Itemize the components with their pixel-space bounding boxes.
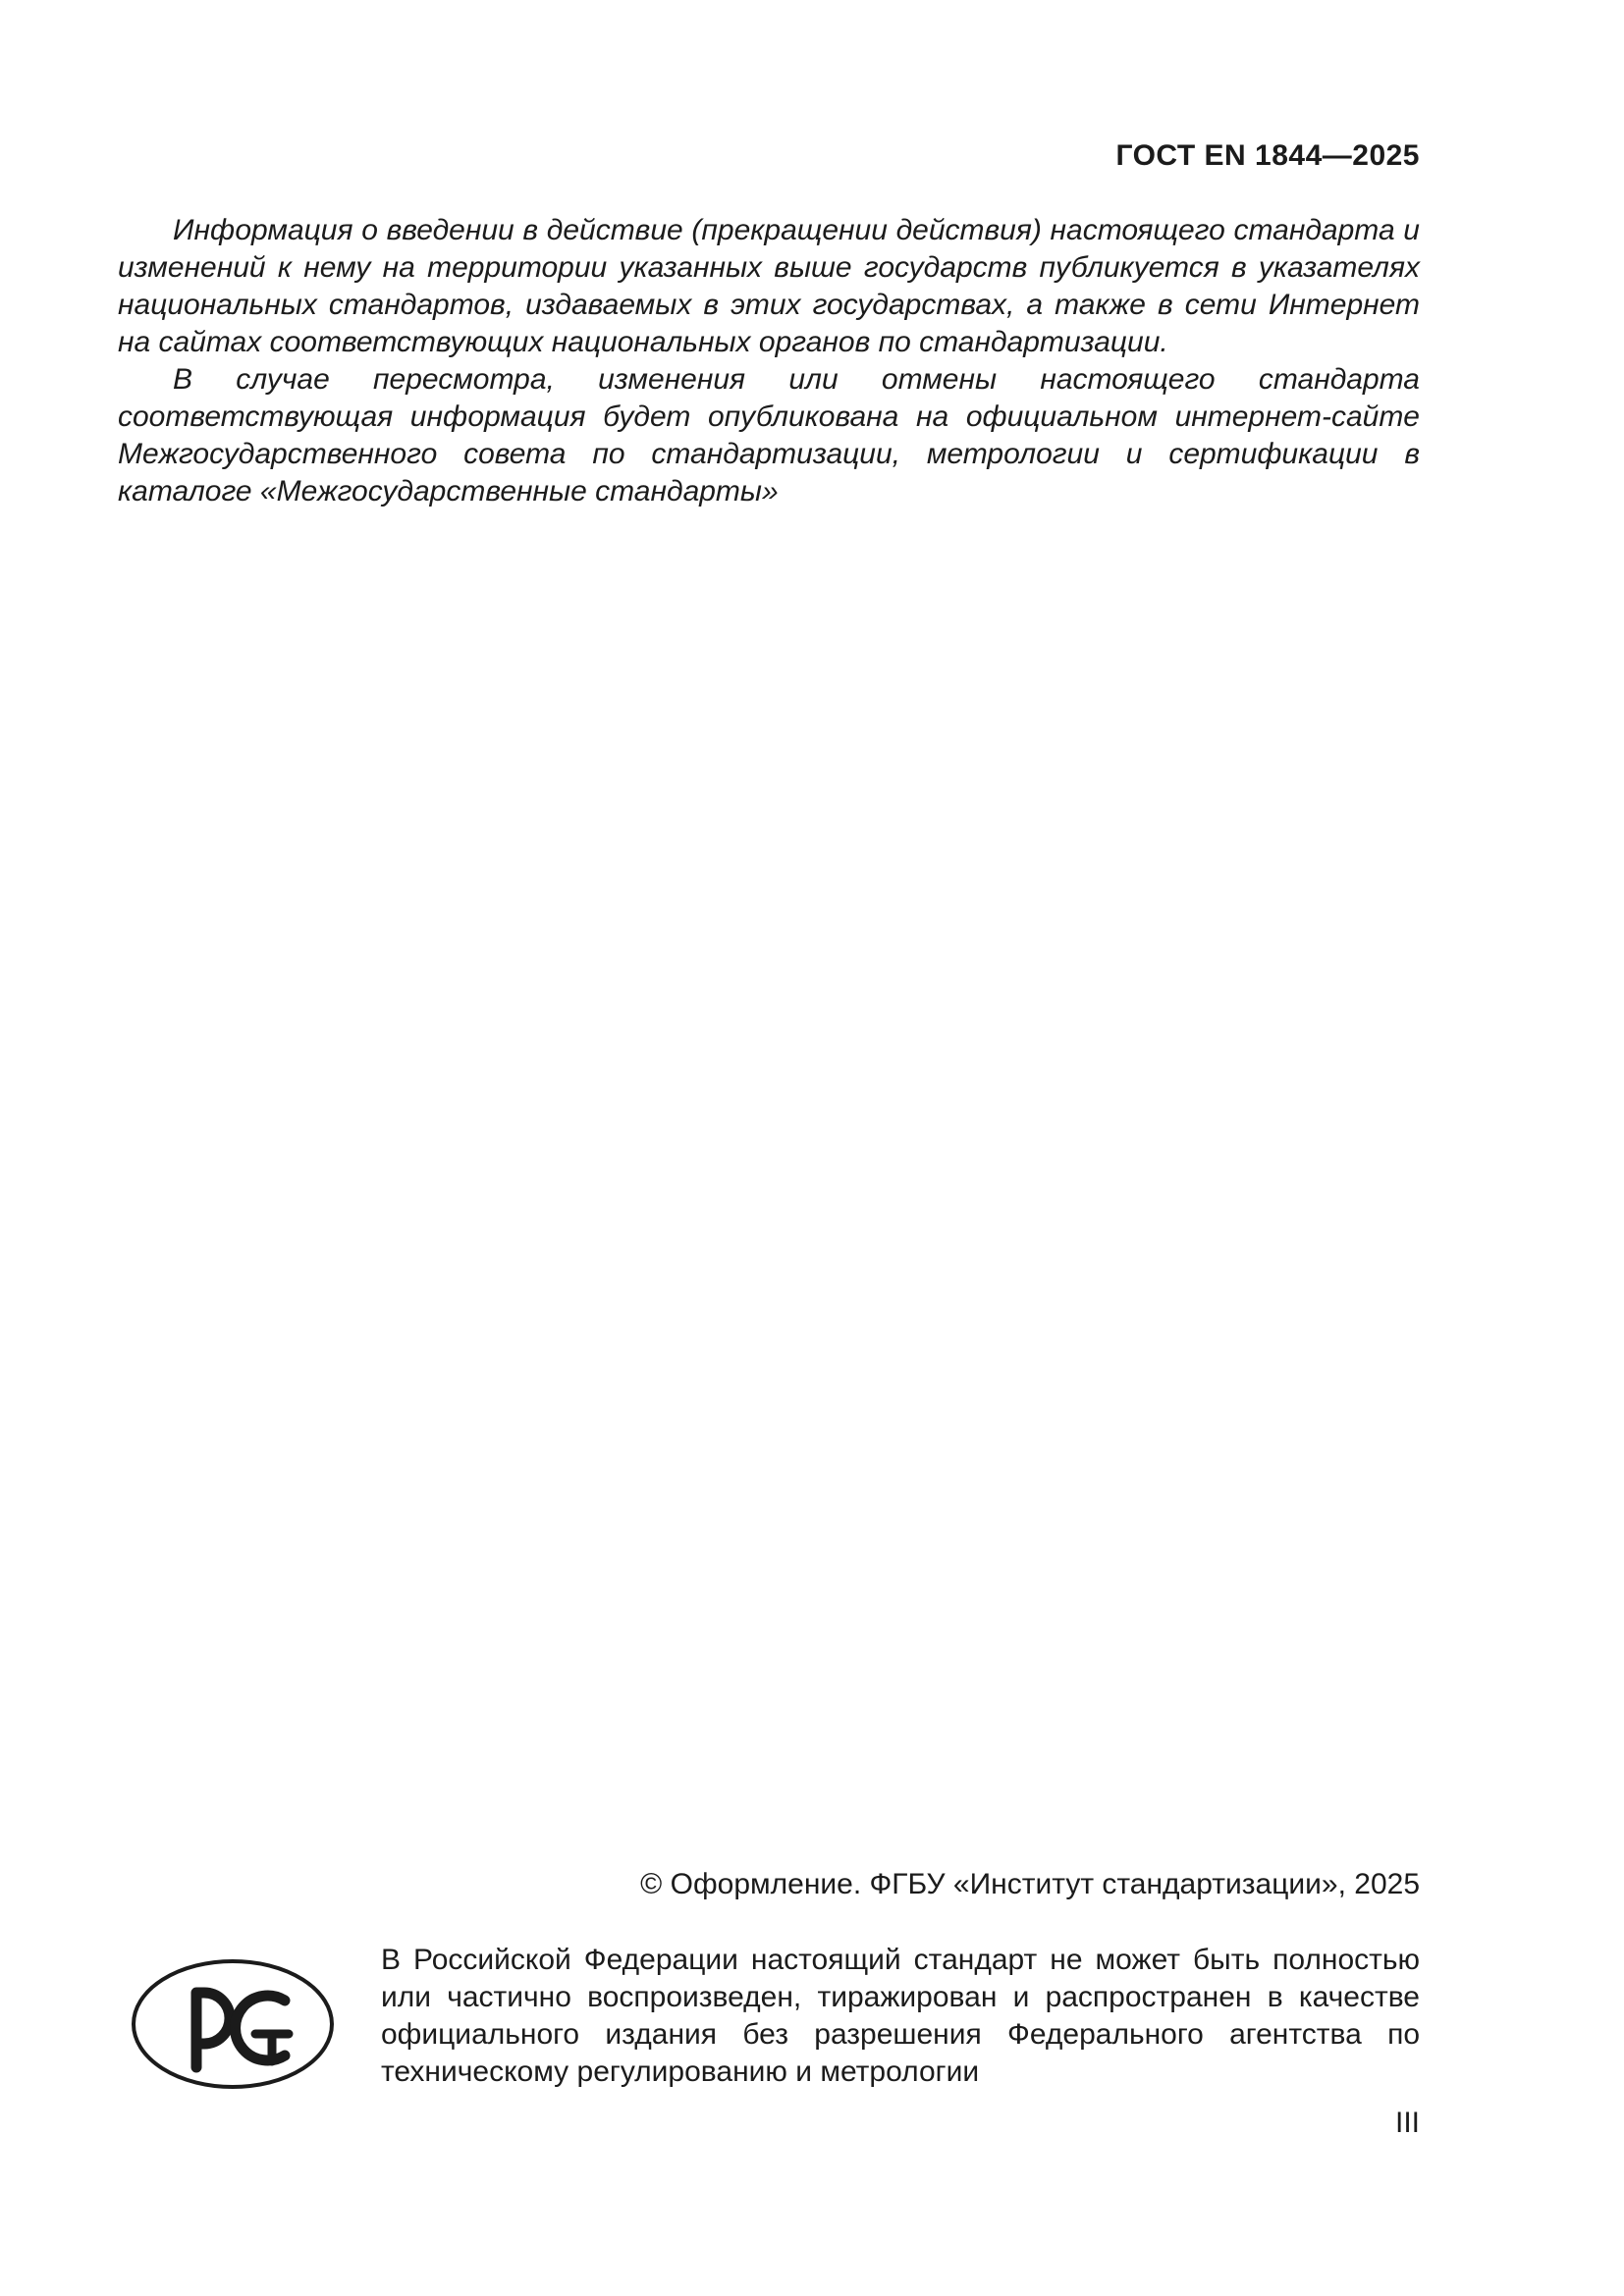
intro-paragraph-2: В случае пересмотра, изменения или отмены настоящего стандарта соответствующая информация будет опубликована на официальном интернет-сайте Межгосударственного совета по стандартизации, метрологии и сертификации в каталоге «Межгосударственные стандарты»: [118, 363, 1420, 507]
copyright-notice: © Оформление. ФГБУ «Институт стандартизации», 2025: [640, 1868, 1420, 1900]
doc-code-header: ГОСТ EN 1844—2025: [1115, 139, 1420, 172]
footer-row: [128, 1942, 1420, 2093]
reproduction-restriction-text: В Российской Федерации настоящий стандарт не может быть полностью или частично воспроизведен, тиражирован и распространен в качестве официального издания без разрешения Федерального агентства по техническому регулированию и метрологии: [381, 1944, 1420, 2088]
intro-section: [118, 212, 1420, 510]
page-number: III: [1394, 2107, 1420, 2139]
intro-paragraph-1: Информация о введении в действие (прекращении действия) настоящего стандарта и изменений к нему на территории указанных выше государств публикуется в указателях национальных стандартов, издаваемых в этих государствах, а также в сети Интернет на сайтах соответствующих национальных органов по стандартизации.: [118, 214, 1420, 358]
rosstandart-rst-logo-icon: [128, 1942, 338, 2093]
